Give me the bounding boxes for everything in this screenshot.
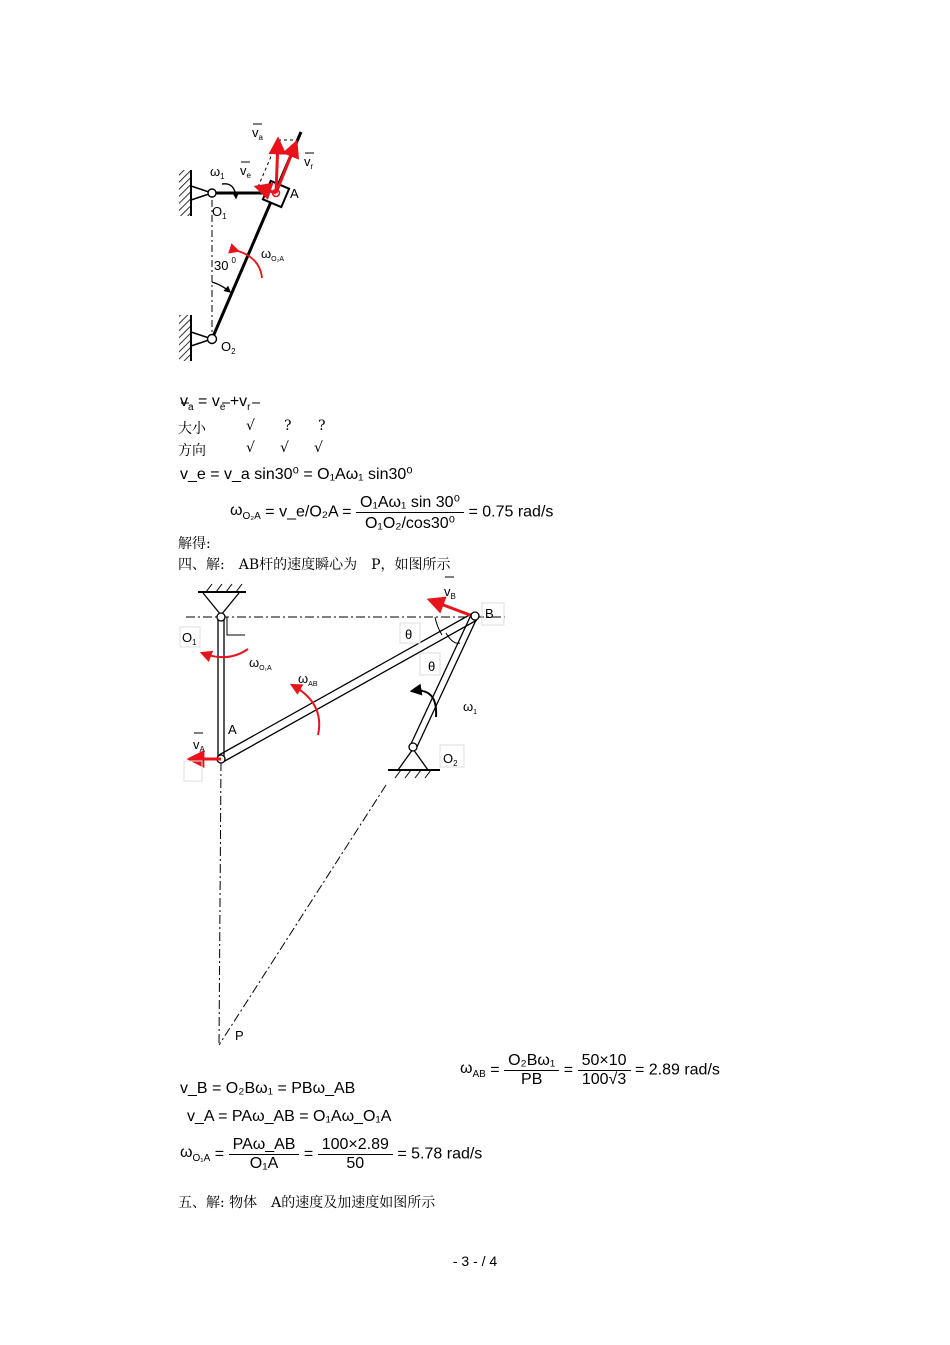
row-direction-c3: √: [314, 440, 323, 456]
equation-omegaO1A: $\omega_{O_1A}$ = $\frac{\text{PAω\_AB}}{\text{O₁A}}$ = $\frac{100\times 2.89}{50}$ = 5.78 rad/s: [180, 1136, 483, 1172]
label-O2: $O_2$: [443, 751, 458, 768]
row-magnitude-c3: ?: [318, 418, 326, 434]
section-5-heading: 五、解: 物体 A的速度及加速度如图所示: [178, 1195, 436, 1211]
row-magnitude-label: 大小: [178, 421, 206, 437]
support-O1: [203, 593, 239, 615]
label-ve: $v_e$: [240, 163, 251, 180]
label-A: A: [228, 722, 237, 737]
bar-O2B-left: [410, 615, 471, 746]
row-direction-label: 方向: [178, 443, 206, 459]
label-A: A: [290, 186, 299, 201]
figure-four-bar: [0, 575, 950, 1055]
vector-equation: $v_a = v_e +v_r$: [180, 393, 251, 414]
label-P: P: [235, 1028, 244, 1043]
label-omega1: $\omega_1$: [210, 164, 225, 181]
arrow-vB: [430, 600, 470, 615]
pin-B: [471, 612, 479, 620]
label-va: $v_a$: [252, 125, 263, 142]
bar-AB-lower: [223, 620, 477, 762]
label-30: 30 $^0$: [214, 256, 236, 273]
label-vB: $v_B$: [444, 584, 456, 601]
label-omegaO2A: $\omega_{O_2A}$: [261, 246, 284, 263]
row-direction-c2: √: [280, 440, 289, 456]
line-A-to-P: [219, 762, 221, 1045]
pin-O2: [409, 743, 417, 751]
label-O1: $O_1$: [182, 630, 197, 647]
bar-AB-upper: [219, 613, 473, 755]
support-O2: [398, 749, 428, 770]
label-vr: $v_r$: [304, 154, 314, 171]
section-4-heading: 四、解: AB杆的速度瞬心为 P，如图所示: [178, 557, 451, 573]
label-B: B: [485, 606, 494, 621]
label-theta-1: θ: [405, 627, 413, 642]
label-O2: $O_2$: [221, 339, 236, 356]
equation-omegaAB: $\omega_{AB}$ = $\frac{\text{O₂Bω₁}}{PB}$ = $\frac{50\times 10}{100√3}$ = 2.89 rad/s: [460, 1052, 720, 1088]
vector-bars: [180, 390, 270, 394]
solve-label: 解得:: [178, 536, 211, 552]
line-O2-to-P: [219, 785, 386, 1045]
wall-hatch-top: [179, 170, 191, 216]
figure-slider-crank: [0, 0, 950, 380]
equation-vA: v_A = PAω_AB = O₁Aω_O₁A: [187, 1108, 392, 1125]
arc-omegaO1A: [202, 649, 248, 657]
pin-O1: [217, 613, 225, 621]
row-direction-c1: √: [246, 440, 255, 456]
label-omegaAB: $\omega_{AB}$: [298, 671, 318, 688]
label-omegaO1A: $\omega_{O_1A}$: [249, 655, 272, 672]
equation-vB: v_B = O₂Bω₁ = PBω_AB: [180, 1080, 356, 1097]
equation-omegaO2A: $\omega_{O_2A}$ = v_e/O₂A = $\frac{\text{O₁Aω₁ sin 30⁰}}{\text{O₁O₂/cos30⁰}}$ = 0.75 rad/s: [230, 494, 554, 532]
page-number: - 3 - / 4: [452, 1253, 498, 1269]
row-magnitude-c2: ?: [284, 418, 292, 434]
label-vA: $v_A$: [193, 737, 205, 754]
label-theta-2: θ: [428, 659, 436, 674]
label-omega1: $\omega_1$: [463, 699, 478, 716]
equation-ve: v_e = v_a sin30⁰ = O₁Aω₁ sin30⁰: [180, 466, 413, 483]
wall-hatch-bottom: [179, 315, 191, 361]
arc-omega1: [222, 184, 236, 198]
arc-angle-30: [212, 282, 230, 292]
pin-O2: [208, 335, 217, 344]
label-O1: $O_1$: [212, 204, 227, 221]
row-magnitude-c1: √: [246, 418, 255, 434]
pin-O1: [208, 189, 216, 197]
